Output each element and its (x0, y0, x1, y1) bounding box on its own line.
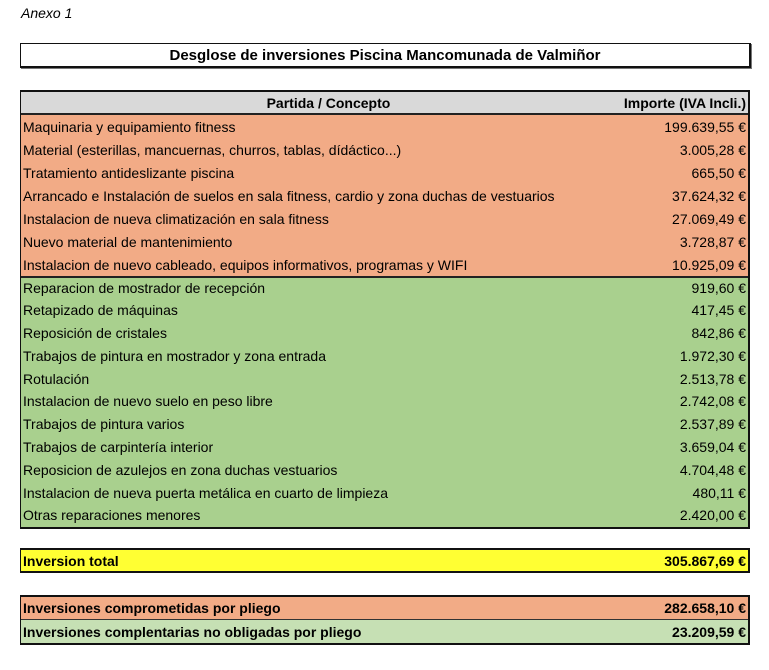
table-row (21, 138, 748, 161)
row-concept: Instalacion de nueva puerta metálica en cuarto de limpieza (23, 484, 388, 501)
row-concept: Arrancado e Instalación de suelos en sala fitness, cardio y zona duchas de vestuarios (23, 187, 555, 204)
row-concept: Trabajos de pintura en mostrador y zona entrada (23, 347, 326, 364)
table-row (21, 458, 748, 481)
row-amount: 27.069,49 € (672, 210, 746, 227)
row-amount: 37.624,32 € (672, 187, 746, 204)
row-concept: Retapizado de máquinas (23, 302, 178, 319)
row-concept: Trabajos de pintura varios (23, 416, 185, 433)
table-row (21, 299, 748, 322)
row-amount: 3.728,87 € (679, 233, 746, 250)
table-row (21, 367, 748, 390)
table-row (21, 390, 748, 413)
summary-complementary-row (21, 620, 748, 643)
total-label: Inversion total (23, 552, 119, 569)
investment-table (20, 90, 750, 529)
row-amount: 2.742,08 € (679, 393, 746, 410)
table-row (21, 344, 748, 367)
table-row (21, 276, 748, 299)
complementary-amount: 23.209,59 € (672, 623, 746, 640)
table-row (21, 207, 748, 230)
table-row (21, 184, 748, 207)
row-amount: 417,45 € (691, 302, 746, 319)
total-row (20, 548, 750, 573)
row-amount: 3.659,04 € (679, 438, 746, 455)
row-concept: Maquinaria y equipamiento fitness (23, 118, 236, 135)
table-row (21, 504, 748, 527)
row-amount: 2.537,89 € (679, 416, 746, 433)
total-amount: 305.867,69 € (664, 552, 746, 569)
row-amount: 919,60 € (691, 280, 746, 297)
row-amount: 199.639,55 € (664, 118, 746, 135)
row-amount: 842,86 € (691, 324, 746, 341)
title-text: Desglose de inversiones Piscina Mancomunada de Valmiñor (169, 46, 601, 64)
row-concept: Otras reparaciones menores (23, 507, 201, 524)
row-amount: 4.704,48 € (679, 461, 746, 478)
row-amount: 3.005,28 € (679, 141, 746, 158)
summary-table (20, 595, 750, 645)
row-concept: Trabajos de carpintería interior (23, 438, 214, 455)
table-row (21, 115, 748, 138)
row-concept: Rotulación (23, 370, 90, 387)
row-concept: Instalacion de nueva climatización en sala fitness (23, 210, 329, 227)
row-concept: Reparacion de mostrador de recepción (23, 280, 266, 297)
table-row (21, 161, 748, 184)
document-title (20, 43, 751, 68)
table-row (21, 481, 748, 504)
summary-committed-row (21, 597, 748, 620)
table-row (21, 413, 748, 436)
row-amount: 480,11 € (692, 484, 746, 501)
row-amount: 2.420,00 € (679, 507, 746, 524)
table-row (21, 436, 748, 459)
row-amount: 10.925,09 € (672, 256, 746, 273)
annex-label: Anexo 1 (21, 5, 73, 21)
row-concept: Reposición de cristales (23, 324, 167, 341)
complementary-label: Inversiones complentarias no obligadas por pliego (23, 623, 362, 640)
committed-amount: 282.658,10 € (664, 600, 746, 616)
table-header-row (21, 92, 748, 115)
row-amount: 1.972,30 € (679, 347, 746, 364)
table-row (21, 253, 748, 276)
table-row (21, 230, 748, 253)
row-concept: Tratamiento antideslizante piscina (23, 164, 235, 181)
header-concept: Partida / Concepto (266, 94, 391, 111)
row-concept: Reposicion de azulejos en zona duchas vestuarios (23, 461, 338, 478)
row-concept: Nuevo material de mantenimiento (23, 233, 233, 250)
row-amount: 665,50 € (691, 164, 746, 181)
row-concept: Instalacion de nuevo suelo en peso libre (23, 393, 273, 410)
committed-label: Inversiones comprometidas por pliego (23, 600, 281, 616)
row-concept: Material (esterillas, mancuernas, churros, tablas, dídáctico...) (23, 141, 402, 158)
row-concept: Instalacion de nuevo cableado, equipos informativos, programas y WIFI (23, 256, 468, 273)
table-row (21, 322, 748, 345)
header-amount: Importe (IVA Incli.) (623, 94, 746, 111)
row-amount: 2.513,78 € (679, 370, 746, 387)
